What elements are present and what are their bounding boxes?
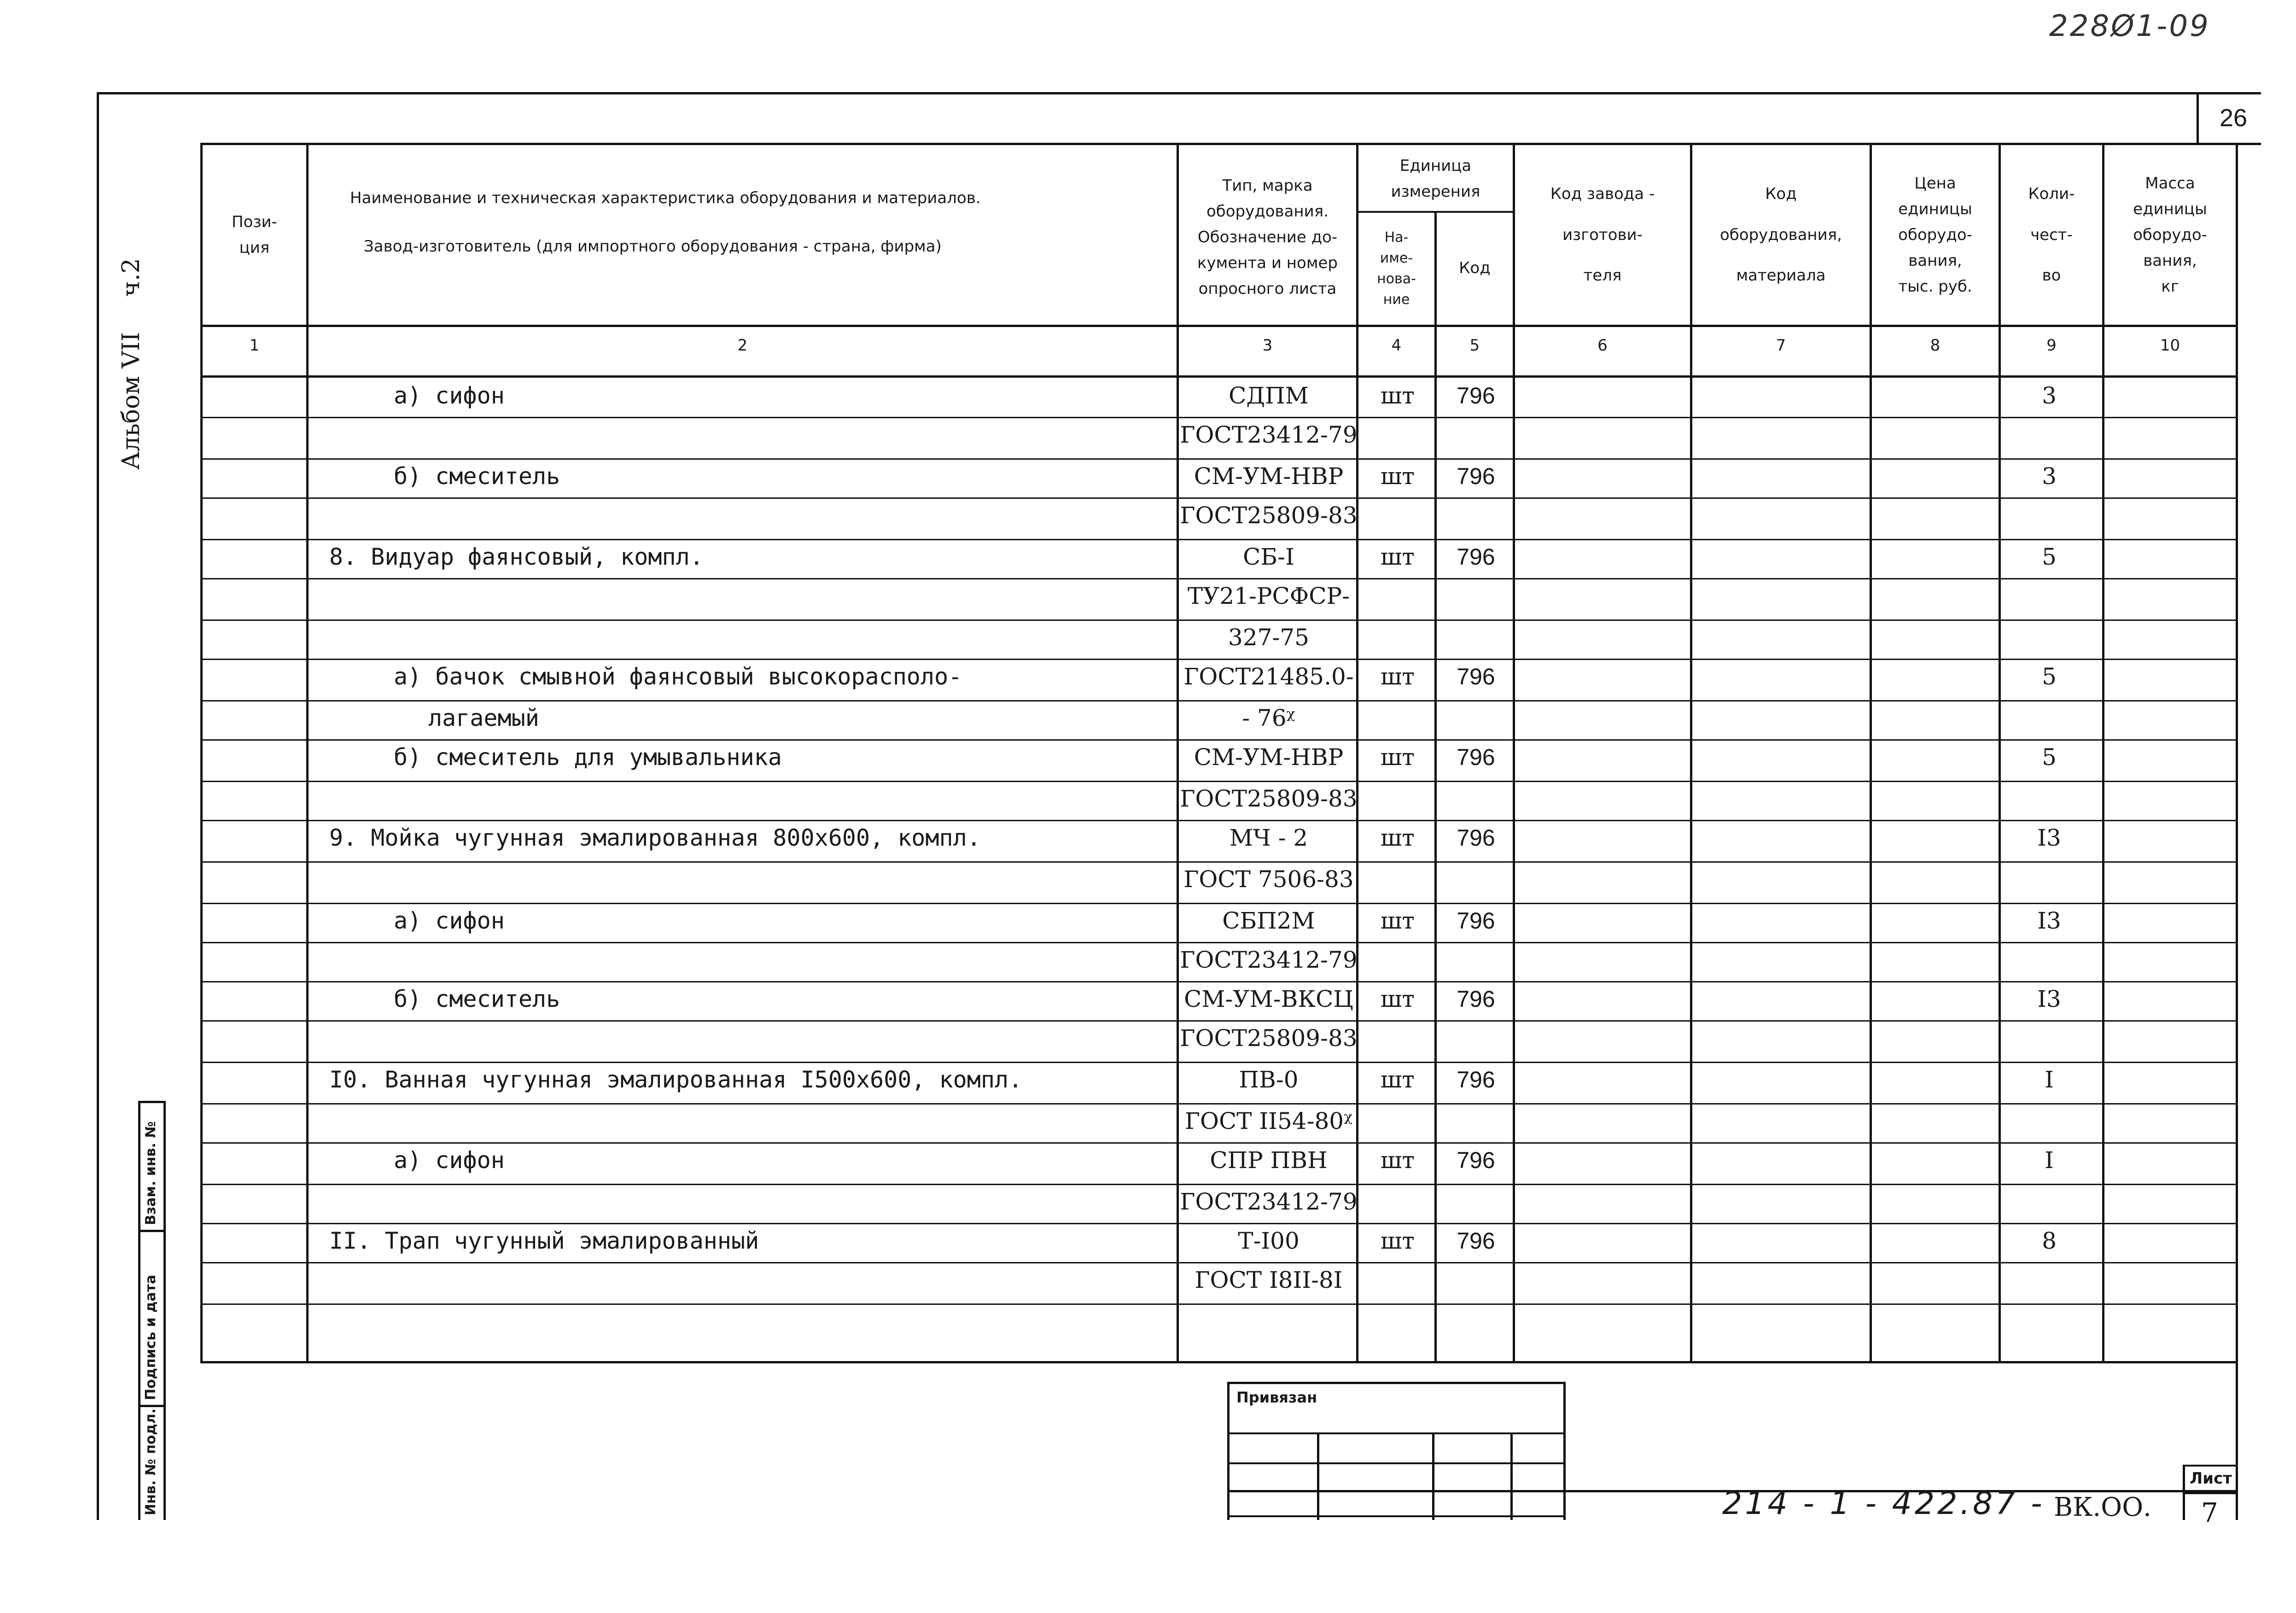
album-part: ч.2 <box>117 258 145 297</box>
table-bottom-line <box>203 1361 2238 1363</box>
item-quantity: 3 <box>2042 382 2057 409</box>
item-quantity: I <box>2045 1147 2054 1174</box>
header-unit-code: Код <box>1459 259 1491 278</box>
item-unit-code: 796 <box>1457 1147 1495 1173</box>
item-type: ГОСТ25809-83 <box>1180 785 1358 812</box>
header-unit-name: На- име- нова- ние <box>1377 229 1416 308</box>
bound-box-right <box>1563 1382 1566 1520</box>
album-title: Альбом VII <box>117 332 145 470</box>
colnum-2: 2 <box>737 336 748 355</box>
item-unit-code: 796 <box>1457 1067 1495 1093</box>
item-type: ГОСТ II54-80ᵡ <box>1184 1108 1353 1134</box>
item-name: б) смеситель <box>394 463 560 490</box>
row-separator <box>203 739 2236 741</box>
item-quantity: 8 <box>2042 1227 2057 1254</box>
row-separator <box>203 417 2236 418</box>
colnum-bottom-line <box>200 375 2238 378</box>
item-quantity: 5 <box>2042 544 2057 570</box>
header-unit-mass: Масса единицы оборудо- вания, кг <box>2133 174 2207 296</box>
item-unit: шт <box>1380 744 1415 771</box>
bound-box-sep-3 <box>1510 1432 1513 1520</box>
colnum-5: 5 <box>1469 336 1480 355</box>
strip-sign-date: Подпись и дата <box>143 1274 159 1400</box>
item-unit-code: 796 <box>1457 825 1495 851</box>
item-unit-code: 796 <box>1457 544 1495 570</box>
strip-sep-2 <box>138 1405 166 1407</box>
item-type: ГОСТ23412-79 <box>1180 1188 1358 1215</box>
item-type: ТУ21-РСФСР- <box>1187 583 1350 609</box>
item-name: а) сифон <box>394 382 505 409</box>
row-separator <box>203 539 2236 540</box>
header-name-line2: Завод-изготовитель (для импортного оборудования - страна, фирма) <box>364 237 942 256</box>
bound-box-left <box>1227 1382 1230 1520</box>
item-type: СБ-I <box>1243 544 1294 570</box>
item-name: а) сифон <box>394 907 505 934</box>
row-separator <box>203 1223 2236 1224</box>
item-name: а) сифон <box>394 1147 505 1174</box>
item-type: МЧ - 2 <box>1229 824 1308 851</box>
item-type: ГОСТ23412-79 <box>1180 947 1358 973</box>
bound-box-sep-1 <box>1317 1432 1319 1520</box>
row-separator <box>203 700 2236 701</box>
table-top-line <box>200 143 2238 145</box>
item-name: 9. Мойка чугунная эмалированная 800х600, компл. <box>329 824 981 851</box>
row-separator <box>203 1303 2236 1305</box>
header-name-line1: Наименование и техническая характеристика оборудования и материалов. <box>350 188 981 207</box>
col-sep-2 <box>306 143 309 1363</box>
bound-box-top <box>1227 1382 1566 1384</box>
document-suffix: ВК.ОО. <box>2054 1492 2151 1522</box>
bound-box-row1 <box>1227 1432 1566 1434</box>
item-unit: шт <box>1380 663 1415 690</box>
list-label: Лист <box>2190 1469 2232 1488</box>
corner-stamp: 228Ø1-09 <box>2049 9 2210 43</box>
colnum-6: 6 <box>1597 336 1608 355</box>
strip-left-line <box>138 1101 140 1520</box>
item-unit-code: 796 <box>1457 744 1495 770</box>
col-sep-1 <box>200 143 203 1363</box>
bound-box-sep-2 <box>1432 1432 1434 1520</box>
item-quantity: I3 <box>2037 986 2061 1012</box>
item-type: - 76ᵡ <box>1242 705 1295 731</box>
row-separator <box>203 1062 2236 1063</box>
header-position: Пози- ция <box>232 212 277 257</box>
item-type: ГОСТ23412-79 <box>1180 421 1358 448</box>
row-separator <box>203 942 2236 943</box>
item-name: лагаемый <box>428 705 539 731</box>
col-sep-7 <box>1690 143 1692 1363</box>
row-separator <box>203 1262 2236 1263</box>
row-separator <box>203 659 2236 660</box>
row-separator <box>203 1142 2236 1144</box>
item-name: II. Трап чугунный эмалированный <box>329 1227 759 1254</box>
item-unit-code: 796 <box>1457 383 1495 409</box>
colnum-3: 3 <box>1262 336 1273 355</box>
header-bottom-line <box>200 325 2238 327</box>
strip-right-line <box>163 1101 166 1520</box>
item-unit: шт <box>1380 1147 1415 1174</box>
item-unit: шт <box>1380 544 1415 570</box>
row-separator <box>203 1020 2236 1022</box>
item-unit: шт <box>1380 1227 1415 1254</box>
item-name: 8. Видуар фаянсовый, компл. <box>329 544 704 570</box>
item-type: СМ-УМ-НВР <box>1194 463 1344 490</box>
item-unit-code: 796 <box>1457 463 1495 489</box>
list-box-mid <box>2183 1492 2238 1494</box>
item-unit: шт <box>1380 463 1415 490</box>
item-type: ГОСТ21485.0- <box>1183 663 1354 690</box>
strip-top-line <box>138 1101 166 1103</box>
item-unit-code: 796 <box>1457 986 1495 1012</box>
document-code: 214 - 1 - 422.87 - <box>1722 1485 2045 1522</box>
item-unit: шт <box>1380 986 1415 1012</box>
list-number: 7 <box>2201 1497 2218 1528</box>
header-factory-code: Код завода - изготови- теля <box>1550 185 1655 285</box>
item-unit-code: 796 <box>1457 908 1495 934</box>
sheet-number-box-line <box>2197 92 2199 145</box>
sheet-number: 26 <box>2220 104 2248 132</box>
col-sep-10 <box>2102 143 2104 1363</box>
item-type: СДПМ <box>1229 382 1309 409</box>
row-separator <box>203 820 2236 821</box>
album-label <box>117 258 145 470</box>
row-separator <box>203 1103 2236 1105</box>
row-separator <box>203 903 2236 904</box>
item-name: б) смеситель <box>394 986 560 1012</box>
item-unit: шт <box>1380 907 1415 934</box>
item-type: ГОСТ I8II-8I <box>1195 1267 1343 1293</box>
bound-label: Привязан <box>1236 1389 1317 1406</box>
list-box-top <box>2183 1465 2238 1467</box>
colnum-9: 9 <box>2046 336 2057 355</box>
header-unit-price: Цена единицы оборудо- вания, тыс. руб. <box>1898 174 1972 296</box>
item-type: СМ-УМ-ВКСЦ <box>1184 986 1353 1012</box>
strip-replaced-inv: Взам. инв. № <box>143 1121 159 1225</box>
col-sep-11 <box>2236 143 2238 1363</box>
frame-left-line <box>97 92 99 1520</box>
colnum-1: 1 <box>249 336 260 355</box>
frame-top-line <box>97 92 2261 94</box>
row-separator <box>203 981 2236 982</box>
row-separator <box>203 781 2236 782</box>
row-separator <box>203 578 2236 579</box>
item-quantity: I <box>2045 1066 2054 1093</box>
col-sep-8 <box>1870 143 1872 1363</box>
item-unit: шт <box>1380 1066 1415 1093</box>
colnum-10: 10 <box>2160 336 2180 355</box>
item-type: ГОСТ25809-83 <box>1180 1025 1358 1052</box>
item-type: ГОСТ25809-83 <box>1180 502 1358 529</box>
item-quantity: 3 <box>2042 463 2057 490</box>
item-quantity: 5 <box>2042 663 2057 690</box>
item-type: ГОСТ 7506-83 <box>1183 866 1354 893</box>
row-separator <box>203 619 2236 621</box>
col-sep-6 <box>1513 143 1515 1363</box>
header-unit-group: Единица измерения <box>1391 156 1480 201</box>
item-unit: шт <box>1380 382 1415 409</box>
item-name: б) смеситель для умывальника <box>394 744 782 771</box>
header-quantity: Коли- чест- во <box>2028 185 2075 285</box>
item-unit: шт <box>1380 824 1415 851</box>
row-separator <box>203 1184 2236 1185</box>
row-separator <box>203 861 2236 863</box>
item-type: СМ-УМ-НВР <box>1194 744 1344 771</box>
header-type: Тип, марка оборудования. Обозначение до- кумента и номер опросного листа <box>1197 176 1338 298</box>
colnum-8: 8 <box>1930 336 1941 355</box>
item-unit-code: 796 <box>1457 1228 1495 1254</box>
item-type: СПР ПВН <box>1210 1147 1328 1174</box>
item-unit-code: 796 <box>1457 664 1495 690</box>
strip-orig-inv: Инв. № подл. <box>143 1408 159 1515</box>
item-type: 327-75 <box>1228 624 1309 651</box>
bound-box-row3 <box>1227 1515 1566 1517</box>
strip-sep-1 <box>138 1230 166 1232</box>
item-name: I0. Ванная чугунная эмалированная I500х600, компл. <box>329 1066 1023 1093</box>
list-box-right <box>2236 1361 2238 1520</box>
item-quantity: 5 <box>2042 744 2057 771</box>
item-quantity: I3 <box>2037 907 2061 934</box>
bound-box-row2 <box>1227 1462 1566 1464</box>
item-quantity: I3 <box>2037 824 2061 851</box>
header-equipment-code: Код оборудования, материала <box>1719 185 1842 285</box>
item-name: а) бачок смывной фаянсовый высокорасполо- <box>394 663 962 690</box>
row-separator <box>203 497 2236 499</box>
colnum-4: 4 <box>1391 336 1402 355</box>
item-type: ПВ-0 <box>1239 1066 1299 1093</box>
colnum-7: 7 <box>1776 336 1786 355</box>
item-type: СБП2М <box>1222 907 1315 934</box>
item-type: Т-I00 <box>1238 1227 1300 1254</box>
row-separator <box>203 458 2236 460</box>
